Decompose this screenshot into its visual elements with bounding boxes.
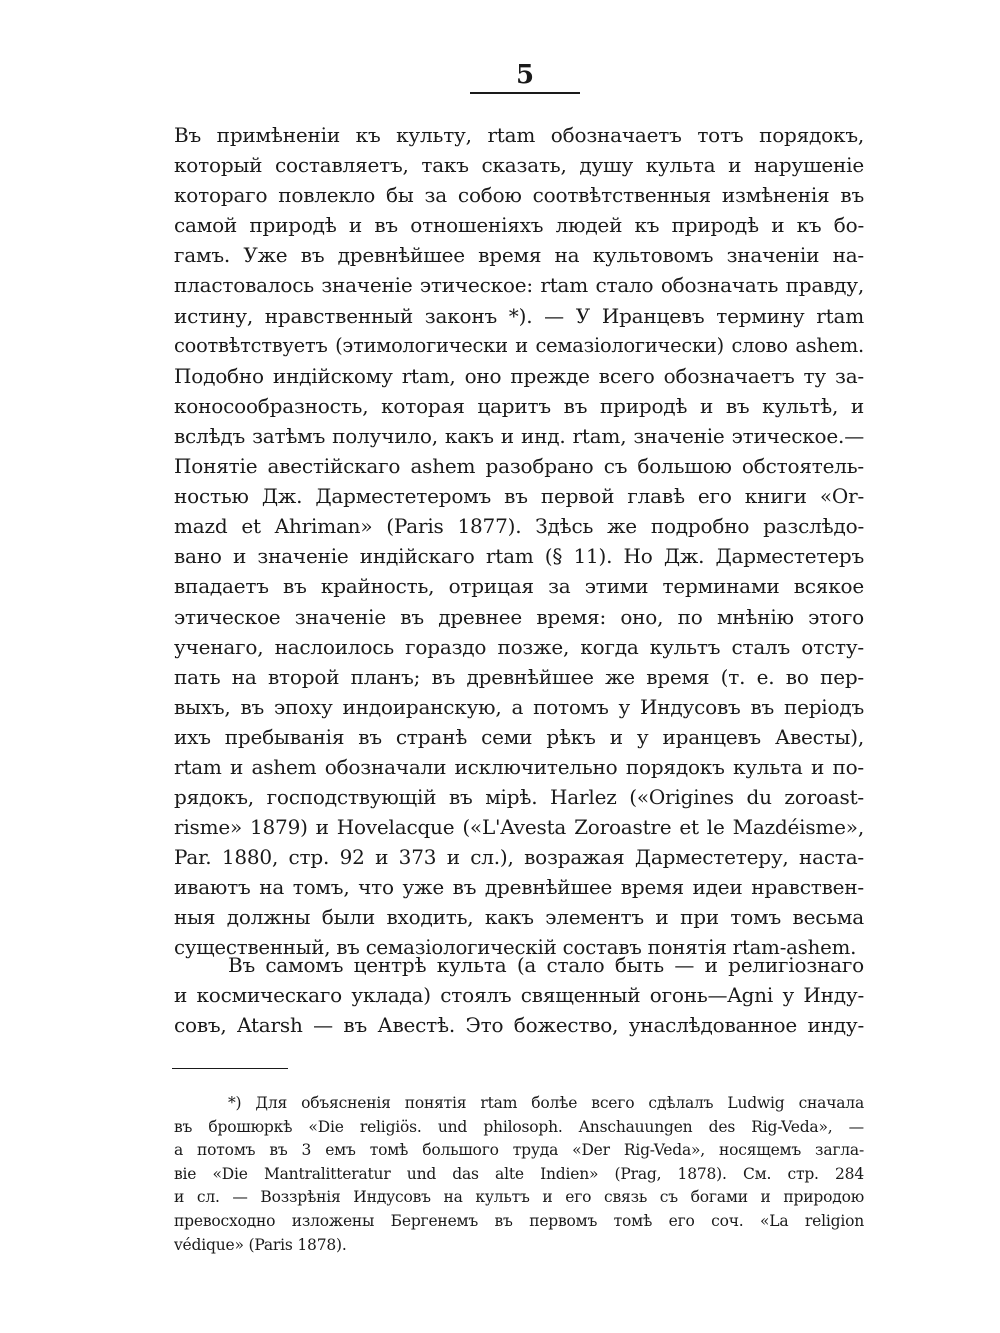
paragraph-1 [174,120,864,963]
text-line: соотвѣтствуетъ (этимологически и семазіологически) слово ashem. [174,333,864,357]
footnote-line: віе «Die Mantralitteratur und das alte Indien» (Prag, 1878). См. стр. 284 [174,1164,864,1183]
footnote [174,1092,864,1257]
text-line: который составляетъ, такъ сказать, душу культа и нарушеніе [174,153,864,178]
text-line: самой природѣ и въ отношеніяхъ людей къ природѣ и къ бо- [174,213,864,238]
text-line: рядокъ, господствующій въ мірѣ. Harlez («Origines du zoroast- [174,785,864,810]
text-line: Понятіе авестійскаго ashem разобрано съ большою обстоятель- [174,454,864,479]
text-line: risme» 1879) и Hovelacque («L'Avesta Zoroastre et le Mazdéisme», [174,815,864,840]
text-line: истину, нравственный законъ *). — У Иранцевъ термину rtam [174,303,864,328]
text-line: и космическаго уклада) стоялъ священный огонь—Agni у Инду- [174,983,864,1008]
text-line: совъ, Atarsh — въ Авестѣ. Это божество, унаслѣдованное инду- [174,1013,864,1038]
text-line: котораго повлекло бы за собою соотвѣтственныя измѣненія въ [174,183,864,208]
footnote-line: *) Для объясненія понятія rtam болѣе всего сдѣлалъ Ludwig сначала [228,1094,864,1112]
text-line: Въ примѣненіи къ культу, rtam обозначаетъ тотъ порядокъ, [174,123,864,147]
text-line: этическое значеніе въ древнее время: оно, по мнѣнію этого [174,604,864,629]
text-line: вано и значеніе индійскаго rtam (§ 11). Но Дж. Дарместетеръ [174,544,864,569]
footnote-line: въ брошюркѣ «Die religiös. und philosoph. Anschauungen des Rig-Veda», — [174,1117,864,1136]
text-line: Въ самомъ центрѣ культа (а стало быть — и религіознаго [228,953,864,977]
text-line: ихъ пребыванія въ странѣ семи рѣкъ и у иранцевъ Авесты), [174,724,864,749]
footnote-line: превосходно изложены Бергенемъ въ первомъ томѣ его соч. «La religion [174,1211,864,1230]
text-line: rtam и ashem обозначали исключительно порядокъ культа и по- [174,754,864,779]
footnote-line: а потомъ въ 3 емъ томѣ большого труда «Der Rig-Veda», носящемъ загла- [174,1141,864,1160]
text-line: ученаго, наслоилось гораздо позже, когда культъ сталъ отсту- [174,634,864,659]
paragraph-2 [174,950,864,1040]
text-line: впадаетъ въ крайность, отрицая за этими терминами всякое [174,574,864,599]
text-line: пластовалось значеніе этическое: rtam стало обозначать правду, [174,273,864,298]
footnote-line: и сл. — Воззрѣнія Индусовъ на культъ и его связь съ богами и природою [174,1188,864,1207]
text-line: существенный, въ семазіологическій составъ понятія rtam-ashem. [174,935,857,959]
text-line: Подобно индійскому rtam, оно прежде всего обозначаетъ ту за- [174,363,864,388]
page-number: 5 [470,60,580,94]
footnote-line: védique» (Paris 1878). [174,1235,347,1254]
text-line: Par. 1880, стр. 92 и 373 и сл.), возражая Дарместетеру, наста- [174,845,864,870]
text-line: иваютъ на томъ, что уже въ древнѣйшее время идеи нравствен- [174,875,864,900]
text-line: ныя должны были входить, какъ элементъ и при томъ весьма [174,905,864,930]
text-line: пать на второй планъ; въ древнѣйшее же время (т. е. во пер- [174,664,864,689]
footnote-divider [172,1068,288,1069]
text-line: выхъ, въ эпоху индоиранскую, а потомъ у Индусовъ въ періодъ [174,694,864,719]
text-line: коносообразность, которая царитъ въ природѣ и въ культѣ, и [174,393,864,418]
text-line: вслѣдъ затѣмъ получило, какъ и инд. rtam, значеніе этическое.— [174,423,864,448]
text-line: ностью Дж. Дарместетеромъ въ первой главѣ его книги «Or- [174,484,864,509]
text-line: mazd et Ahriman» (Paris 1877). Здѣсь же подробно разслѣдо- [174,514,864,539]
text-line: гамъ. Уже въ древнѣйшее время на культовомъ значеніи на- [174,243,864,268]
